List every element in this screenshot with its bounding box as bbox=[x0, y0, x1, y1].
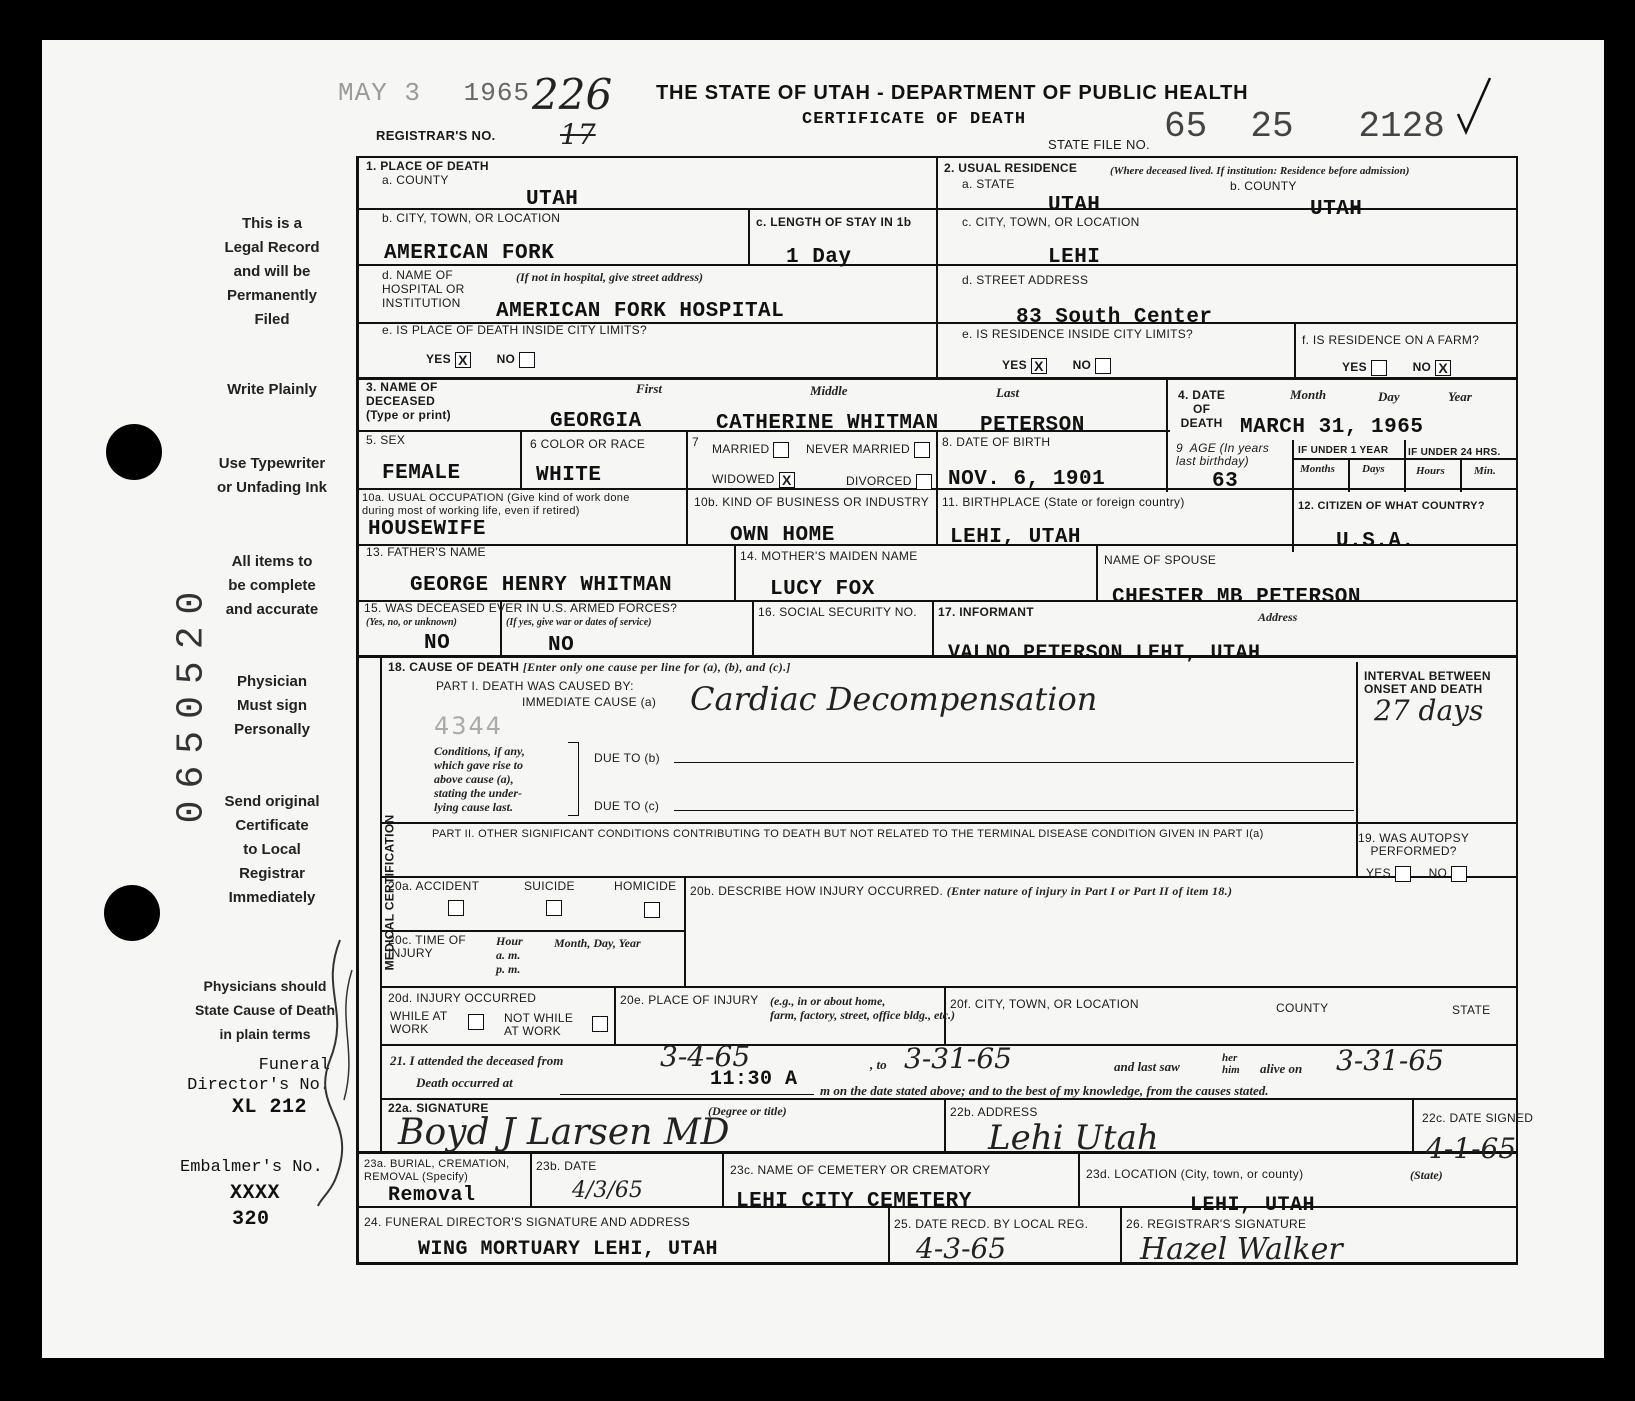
due-to-b-label: DUE TO (b) bbox=[594, 751, 660, 765]
business-value: OWN HOME bbox=[730, 524, 835, 547]
no-label: NO bbox=[1428, 866, 1448, 881]
citizen-label: 12. CITIZEN OF WHAT COUNTRY? bbox=[1298, 500, 1485, 512]
embalmer-number: 320 bbox=[232, 1208, 270, 1231]
divider bbox=[380, 876, 1518, 878]
married-label: MARRIED bbox=[712, 442, 770, 457]
sidebar-note-complete: All items to be complete and accurate bbox=[225, 553, 319, 618]
ssn-label: 16. SOCIAL SECURITY NO. bbox=[758, 605, 917, 619]
divider bbox=[752, 600, 754, 656]
registrar-number-handwritten: 226 bbox=[532, 70, 613, 119]
location-value: LEHI, UTAH bbox=[1190, 1194, 1316, 1217]
occupation-label: 10a. USUAL OCCUPATION (Give kind of work done during most of working life, even if retired) bbox=[362, 492, 630, 517]
res-inside-options bbox=[1002, 358, 1111, 374]
while-at-work-label: WHILE AT WORK bbox=[390, 1009, 448, 1036]
date-signed-value: 4-1-65 bbox=[1426, 1132, 1517, 1165]
certificate-title: CERTIFICATE OF DEATH bbox=[802, 110, 1027, 129]
widowed-label: WIDOWED bbox=[712, 472, 775, 487]
res-inside-no-checkbox[interactable] bbox=[1095, 358, 1111, 374]
location-state-note: (State) bbox=[1410, 1168, 1443, 1182]
pod-inside-no-checkbox[interactable] bbox=[519, 352, 535, 368]
not-while-at-work-checkbox[interactable] bbox=[592, 1016, 608, 1032]
birthplace-label: 11. BIRTHPLACE (State or foreign country) bbox=[942, 495, 1185, 509]
mother-value: LUCY FOX bbox=[770, 578, 875, 601]
father-label: 13. FATHER'S NAME bbox=[366, 545, 486, 559]
physician-signature: Boyd J Larsen MD bbox=[398, 1112, 730, 1153]
race-value: WHITE bbox=[536, 464, 602, 487]
vertical-file-number: 0650520 bbox=[170, 579, 214, 824]
armed-forces-note2: (If yes, give war or dates of service) bbox=[506, 617, 652, 628]
divider bbox=[1460, 458, 1462, 492]
divider bbox=[1348, 458, 1350, 492]
res-inside-yes-checkbox[interactable]: X bbox=[1031, 358, 1047, 374]
never-married-label: NEVER MARRIED bbox=[806, 442, 910, 457]
funeral-director-value: WING MORTUARY LEHI, UTAH bbox=[418, 1238, 719, 1261]
days-label: Days bbox=[1362, 463, 1385, 475]
divider bbox=[380, 986, 1518, 988]
place-of-injury-note: (e.g., in or about home, farm, factory, street, office bldg., etc.) bbox=[770, 994, 955, 1022]
degree-label: (Degree or title) bbox=[708, 1104, 787, 1118]
divider bbox=[936, 430, 938, 544]
no-label: NO bbox=[496, 352, 516, 367]
dob-label: 8. DATE OF BIRTH bbox=[942, 435, 1051, 449]
res-city-label: c. CITY, TOWN, OR LOCATION bbox=[962, 215, 1140, 229]
cemetery-value: LEHI CITY CEMETERY bbox=[736, 1190, 972, 1213]
pod-county-label: a. COUNTY bbox=[382, 173, 449, 187]
accident-checkbox[interactable] bbox=[448, 900, 464, 916]
res-state-value: UTAH bbox=[1048, 194, 1101, 217]
divider bbox=[722, 1154, 724, 1206]
date-recd-label: 25. DATE RECD. BY LOCAL REG. bbox=[894, 1217, 1089, 1231]
conditions-note: Conditions, if any, which gave rise to above cause (a), stating the under- lying cause last. bbox=[434, 744, 525, 814]
place-of-death-label: 1. PLACE OF DEATH bbox=[366, 159, 489, 173]
not-while-at-work-label: NOT WHILE AT WORK bbox=[504, 1011, 574, 1038]
under-24-hrs-label: IF UNDER 24 HRS. bbox=[1408, 447, 1501, 458]
divider bbox=[1292, 440, 1294, 552]
conditions-bracket bbox=[568, 742, 579, 816]
pod-city-label: b. CITY, TOWN, OR LOCATION bbox=[382, 211, 561, 225]
sidebar-note-send: Send original Certificate to Local Registrar Immediately bbox=[224, 793, 320, 906]
hours-label: Hours bbox=[1416, 465, 1445, 477]
divider bbox=[1120, 1206, 1122, 1264]
informant-address-label: Address bbox=[1258, 610, 1298, 624]
divider bbox=[944, 1098, 946, 1152]
race-label: 6 COLOR OR RACE bbox=[530, 437, 646, 451]
time-of-injury-date-note: Month, Day, Year bbox=[554, 936, 641, 950]
widowed-option bbox=[712, 472, 795, 488]
armed-forces-value: NO bbox=[424, 632, 451, 655]
date-signed-label: 22c. DATE SIGNED bbox=[1422, 1111, 1534, 1125]
war-value: NO bbox=[548, 634, 575, 657]
embalmer-label: Embalmer's No. bbox=[180, 1158, 323, 1177]
res-city-value: LEHI bbox=[1048, 246, 1101, 269]
res-state-label: a. STATE bbox=[962, 177, 1015, 191]
divider bbox=[380, 822, 1518, 824]
cause-note: [Enter only one cause per line for (a), (b), and (c).] bbox=[522, 660, 791, 674]
state-file-number: 65 25 2128 bbox=[1164, 106, 1445, 147]
father-value: GEORGE HENRY WHITMAN bbox=[410, 574, 673, 597]
spouse-value: CHESTER MB PETERSON bbox=[1112, 586, 1361, 609]
registrar-number-struck: 17 bbox=[560, 118, 596, 151]
divider bbox=[1096, 544, 1098, 600]
cause-of-death-label bbox=[388, 660, 791, 674]
divider bbox=[734, 544, 736, 600]
res-farm-yes-checkbox[interactable] bbox=[1371, 360, 1387, 376]
min-label: Min. bbox=[1474, 465, 1496, 477]
autopsy-label: 19. WAS AUTOPSY PERFORMED? bbox=[1358, 831, 1470, 858]
pod-hospital-note: (If not in hospital, give street address) bbox=[516, 270, 704, 284]
received-stamp bbox=[338, 78, 530, 108]
death-time-value: 11:30 A bbox=[710, 1068, 798, 1091]
divider bbox=[380, 930, 686, 932]
sidebar-note-typewriter: Use Typewriter or Unfading Ink bbox=[217, 455, 327, 496]
informant-label: 17. INFORMANT bbox=[938, 605, 1034, 619]
marginal-signature-scrawl bbox=[300, 930, 370, 1215]
suicide-label: SUICIDE bbox=[524, 879, 575, 893]
due-to-c-label: DUE TO (c) bbox=[594, 799, 660, 813]
divider bbox=[888, 1206, 890, 1264]
medical-certification-side-label: MEDICAL CERTIFICATION bbox=[382, 814, 397, 971]
describe-text: 20b. DESCRIBE HOW INJURY OCCURRED. bbox=[690, 884, 944, 898]
burial-value: Removal bbox=[388, 1184, 476, 1207]
pod-inside-yes-checkbox[interactable]: X bbox=[455, 352, 471, 368]
time-of-injury-label: 20c. TIME OF INJURY bbox=[388, 933, 467, 960]
icd-code: 4344 bbox=[434, 712, 504, 740]
injury-state-label: STATE bbox=[1452, 1003, 1491, 1017]
res-street-value: 83 South Center bbox=[1016, 306, 1213, 329]
while-at-work-checkbox[interactable] bbox=[468, 1014, 484, 1030]
res-county-label: b. COUNTY bbox=[1230, 179, 1297, 193]
pod-county-value: UTAH bbox=[526, 188, 579, 211]
divider bbox=[748, 208, 750, 264]
funeral-director-label: Funeral Director's No. bbox=[187, 1056, 330, 1095]
divider bbox=[1294, 322, 1296, 378]
no-label: NO bbox=[1072, 358, 1092, 373]
first-label: First bbox=[636, 381, 663, 396]
residence-label: 2. USUAL RESIDENCE bbox=[944, 161, 1078, 175]
place-of-injury-label: 20e. PLACE OF INJURY bbox=[620, 993, 759, 1007]
suicide-checkbox[interactable] bbox=[546, 900, 562, 916]
widowed-checkbox[interactable]: X bbox=[779, 472, 795, 488]
cemetery-label: 23c. NAME OF CEMETERY OR CREMATORY bbox=[730, 1163, 991, 1177]
attended-to-label: , to bbox=[870, 1057, 887, 1072]
divider bbox=[674, 810, 1354, 811]
death-occurred-label: Death occurred at bbox=[416, 1075, 513, 1090]
res-county-value: UTAH bbox=[1310, 198, 1363, 221]
divider bbox=[674, 762, 1354, 763]
under-1-year-label: IF UNDER 1 YEAR bbox=[1298, 445, 1389, 456]
death-time-suffix: m on the date stated above; and to the best of my knowledge, from the causes stated. bbox=[820, 1083, 1269, 1098]
stamp-year: 1965 bbox=[463, 78, 531, 108]
middle-label: Middle bbox=[810, 383, 848, 398]
registrar-signature: Hazel Walker bbox=[1140, 1232, 1343, 1267]
physician-address: Lehi Utah bbox=[988, 1118, 1159, 1158]
part2-label: PART II. OTHER SIGNIFICANT CONDITIONS CONTRIBUTING TO DEATH BUT NOT RELATED TO THE TERMINAL DISEASE CONDITION GIVEN IN PART I(a) bbox=[432, 828, 1264, 840]
name-label: 3. NAME OF DECEASED (Type or print) bbox=[366, 380, 451, 422]
divorced-checkbox[interactable] bbox=[916, 474, 932, 490]
divider bbox=[932, 600, 934, 656]
autopsy-options bbox=[1366, 866, 1467, 882]
last-label: Last bbox=[996, 385, 1020, 400]
last-name-value: PETERSON bbox=[980, 414, 1085, 437]
pod-inside-options bbox=[426, 352, 535, 368]
res-street-label: d. STREET ADDRESS bbox=[962, 273, 1089, 287]
yes-label: YES bbox=[1002, 358, 1027, 373]
informant-value: VALNO PETERSON LEHI, UTAH bbox=[948, 642, 1261, 665]
age-value: 63 bbox=[1212, 470, 1239, 493]
immediate-cause-label: IMMEDIATE CAUSE (a) bbox=[522, 695, 657, 709]
day-label: Day bbox=[1378, 389, 1400, 404]
res-farm-no-checkbox[interactable]: X bbox=[1435, 360, 1451, 376]
funeral-director-number: XL 212 bbox=[232, 1096, 308, 1119]
age-label: 9 AGE (In years last birthday) bbox=[1176, 441, 1270, 468]
res-inside-label: e. IS RESIDENCE INSIDE CITY LIMITS? bbox=[962, 327, 1193, 341]
immediate-cause-value: Cardiac Decompensation bbox=[690, 680, 1098, 718]
interval-label: INTERVAL BETWEEN ONSET AND DEATH bbox=[1364, 669, 1491, 696]
attended-from-value: 3-4-65 bbox=[660, 1040, 751, 1073]
pod-hospital-value: AMERICAN FORK HOSPITAL bbox=[496, 300, 785, 323]
dob-value: NOV. 6, 1901 bbox=[948, 468, 1106, 491]
state-title: THE STATE OF UTAH - DEPARTMENT OF PUBLIC HEALTH bbox=[656, 82, 1249, 104]
date-recd-value: 4-3-65 bbox=[916, 1232, 1007, 1265]
first-name-value: GEORGIA bbox=[550, 410, 642, 433]
months-label: Months bbox=[1300, 463, 1335, 475]
divider bbox=[356, 377, 1518, 380]
pod-stay-value: 1 Day bbox=[786, 246, 852, 269]
interval-value: 27 days bbox=[1374, 694, 1484, 727]
attended-to-value: 3-31-65 bbox=[904, 1042, 1012, 1075]
date-of-death-value: MARCH 31, 1965 bbox=[1240, 416, 1424, 439]
marital-number: 7 bbox=[692, 435, 699, 449]
birthplace-value: LEHI, UTAH bbox=[950, 526, 1082, 549]
embalmer-number-struck: XXXX bbox=[230, 1182, 281, 1205]
res-farm-label: f. IS RESIDENCE ON A FARM? bbox=[1302, 333, 1480, 347]
married-option bbox=[712, 442, 789, 458]
residence-note: (Where deceased lived. If institution: Residence before admission) bbox=[1110, 165, 1410, 177]
part1-label: PART I. DEATH WAS CAUSED BY: bbox=[436, 679, 634, 693]
address-label: 22b. ADDRESS bbox=[950, 1105, 1038, 1119]
injury-occurred-label: 20d. INJURY OCCURRED bbox=[388, 991, 537, 1005]
divider bbox=[530, 1154, 532, 1206]
no-label: NO bbox=[1412, 360, 1432, 375]
divider bbox=[1404, 440, 1406, 492]
stamp-date: MAY 3 bbox=[338, 78, 422, 108]
sidebar-note-legal: This is a Legal Record and will be Permanently Filed bbox=[224, 215, 320, 328]
sidebar-note-cause: Physicians should State Cause of Death in plain terms bbox=[194, 978, 336, 1042]
burial-date-label: 23b. DATE bbox=[536, 1159, 597, 1173]
funeral-director-sig-label: 24. FUNERAL DIRECTOR'S SIGNATURE AND ADDRESS bbox=[364, 1215, 691, 1229]
pod-city-value: AMERICAN FORK bbox=[384, 242, 555, 265]
describe-note: (Enter nature of injury in Part I or Part II of item 18.) bbox=[946, 884, 1233, 898]
divider bbox=[1078, 1154, 1080, 1206]
armed-forces-note1: (Yes, no, or unknown) bbox=[366, 617, 457, 628]
time-of-injury-note: Hour a. m. p. m. bbox=[496, 934, 523, 976]
yes-label: YES bbox=[426, 352, 451, 367]
registrar-no-label: REGISTRAR'S NO. bbox=[376, 128, 496, 143]
describe-injury-label bbox=[690, 884, 1232, 898]
sex-label: 5. SEX bbox=[366, 433, 406, 447]
divider bbox=[686, 430, 688, 544]
pod-stay-label: c. LENGTH OF STAY IN 1b bbox=[756, 215, 912, 229]
cause-label-text: 18. CAUSE OF DEATH bbox=[388, 660, 520, 674]
autopsy-no-checkbox[interactable] bbox=[1451, 866, 1467, 882]
homicide-checkbox[interactable] bbox=[644, 902, 660, 918]
divorced-option bbox=[846, 474, 932, 490]
divider bbox=[560, 1094, 814, 1095]
injury-county-label: COUNTY bbox=[1276, 1001, 1329, 1015]
yes-label: YES bbox=[1366, 866, 1391, 881]
divorced-label: DIVORCED bbox=[846, 474, 912, 489]
divider bbox=[936, 156, 938, 378]
homicide-label: HOMICIDE bbox=[614, 879, 677, 893]
divider bbox=[614, 986, 616, 1044]
last-saw-label: and last saw bbox=[1114, 1059, 1180, 1074]
punch-hole-bottom bbox=[104, 885, 160, 941]
her-him-label: her him bbox=[1222, 1052, 1240, 1076]
never-married-checkbox[interactable] bbox=[914, 442, 930, 458]
sidebar-note-physician: Physician Must sign Personally bbox=[234, 673, 310, 738]
registrar-sig-label: 26. REGISTRAR'S SIGNATURE bbox=[1126, 1217, 1307, 1231]
divider bbox=[1412, 1098, 1414, 1152]
spouse-label: NAME OF SPOUSE bbox=[1104, 553, 1217, 567]
divider bbox=[1166, 380, 1168, 492]
pod-hospital-label: d. NAME OF HOSPITAL OR INSTITUTION bbox=[382, 268, 465, 310]
citizen-value: U.S.A. bbox=[1336, 530, 1415, 553]
never-married-option bbox=[806, 442, 930, 458]
punch-hole-top bbox=[106, 424, 162, 480]
armed-forces-label: 15. WAS DECEASED EVER IN U.S. ARMED FORCES? bbox=[364, 601, 678, 615]
pod-inside-label: e. IS PLACE OF DEATH INSIDE CITY LIMITS? bbox=[382, 323, 647, 337]
res-farm-options bbox=[1342, 360, 1451, 376]
yes-label: YES bbox=[1342, 360, 1367, 375]
divider bbox=[356, 655, 1518, 658]
burial-date-value: 4/3/65 bbox=[572, 1178, 643, 1203]
year-label: Year bbox=[1448, 389, 1472, 404]
burial-label: 23a. BURIAL, CREMATION, REMOVAL (Specify) bbox=[364, 1158, 510, 1183]
date-of-death-label: 4. DATE OF DEATH bbox=[1178, 388, 1226, 430]
divider bbox=[380, 1098, 1518, 1100]
mother-label: 14. MOTHER'S MAIDEN NAME bbox=[740, 549, 918, 563]
sidebar-note-write: Write Plainly bbox=[227, 381, 317, 398]
alive-on-value: 3-31-65 bbox=[1336, 1044, 1444, 1077]
autopsy-yes-checkbox[interactable] bbox=[1395, 866, 1411, 882]
location-label: 23d. LOCATION (City, town, or county) bbox=[1086, 1167, 1304, 1181]
checkmark-icon bbox=[1456, 74, 1492, 143]
sex-value: FEMALE bbox=[382, 462, 461, 485]
accident-label: 20a. ACCIDENT bbox=[388, 879, 480, 893]
signature-label: 22a. SIGNATURE bbox=[388, 1101, 489, 1115]
married-checkbox[interactable] bbox=[773, 442, 789, 458]
attended-text: 21. I attended the deceased from bbox=[390, 1053, 564, 1068]
divider bbox=[520, 430, 522, 488]
injury-city-label: 20f. CITY, TOWN, OR LOCATION bbox=[950, 997, 1139, 1011]
state-file-label: STATE FILE NO. bbox=[1048, 137, 1150, 152]
month-label: Month bbox=[1290, 387, 1327, 402]
middle-name-value: CATHERINE WHITMAN bbox=[716, 412, 939, 435]
divider bbox=[356, 488, 1518, 490]
alive-on-label: alive on bbox=[1260, 1061, 1303, 1076]
business-label: 10b. KIND OF BUSINESS OR INDUSTRY bbox=[694, 495, 930, 509]
occupation-value: HOUSEWIFE bbox=[368, 518, 486, 541]
